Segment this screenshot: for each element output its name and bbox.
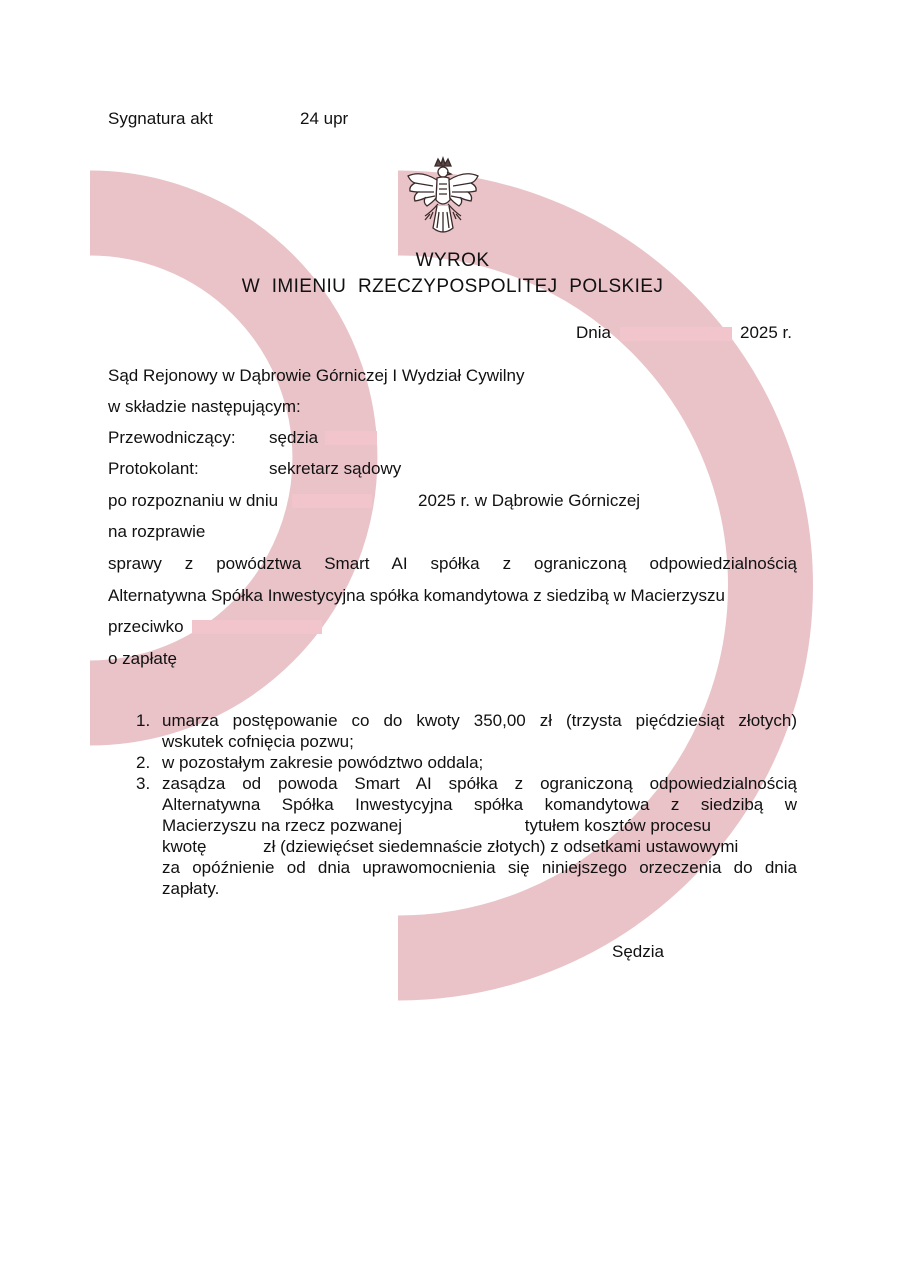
- date-prefix: Dnia: [576, 323, 611, 342]
- redacted-judge-name: [325, 431, 377, 445]
- word: odpowiedzialnością: [649, 554, 797, 573]
- ruling-line: zasądza od powoda Smart AI spółka z ograniczoną odpowiedzialnością: [162, 774, 797, 793]
- word: spółka: [430, 554, 480, 573]
- ruling-line: w pozostałym zakresie powództwo oddala;: [162, 753, 484, 772]
- judgment-title: WYROK: [415, 250, 490, 271]
- word: AI: [391, 554, 408, 573]
- ruling-line: umarza postępowanie co do kwoty 350,00 zł (trzysta pięćdziesiąt złotych): [162, 711, 797, 730]
- case-signature-label: Sygnatura akt: [108, 109, 213, 128]
- rulings-list: [136, 710, 797, 899]
- session-type: na rozprawie: [108, 522, 206, 541]
- polish-eagle-emblem-icon: [403, 156, 483, 242]
- court-composition: w składzie następującym:: [108, 397, 301, 416]
- judge-signature-label: Sędzia: [612, 942, 664, 961]
- court-name: Sąd Rejonowy w Dąbrowie Górniczej I Wydział Cywilny: [108, 366, 525, 385]
- case-subject: o zapłatę: [108, 649, 177, 668]
- ruling-item-1: [136, 710, 797, 752]
- word: sprawy: [108, 554, 162, 573]
- presiding-label: Przewodniczący:: [108, 428, 236, 447]
- word: z: [184, 554, 194, 573]
- ruling-line: Alternatywna Spółka Inwestycyjna spółka komandytowa z siedzibą w: [162, 795, 797, 814]
- word: ograniczoną: [533, 554, 627, 573]
- hearing-prefix: po rozpoznaniu w dniu: [108, 491, 279, 510]
- judgment-subtitle: W IMIENIU RZECZYPOSPOLITEJ POLSKIEJ: [241, 276, 664, 297]
- presiding-value: sędzia: [269, 428, 319, 447]
- ruling-number: 2.: [136, 753, 151, 772]
- clerk-value: sekretarz sądowy: [269, 459, 402, 478]
- ruling-line: kwotę zł (dziewięćset siedemnaście złotych) z odsetkami ustawowymi: [162, 837, 739, 856]
- redacted-hearing-date: [292, 494, 372, 508]
- ruling-number: 1.: [136, 711, 151, 730]
- redacted-defendant-name: [192, 620, 322, 634]
- ruling-line: za opóźnienie od dnia uprawomocnienia się niniejszego orzeczenia do dnia: [162, 858, 797, 877]
- hearing-suffix: 2025 r. w Dąbrowie Górniczej: [418, 491, 641, 510]
- case-plaintiff-line2: Alternatywna Spółka Inwestycyjna spółka komandytowa z siedzibą w Macierzyszu: [108, 586, 725, 605]
- clerk-label: Protokolant:: [108, 459, 199, 478]
- case-signature-number: 24 upr: [300, 109, 349, 128]
- date-year: 2025 r.: [740, 323, 792, 342]
- word: powództwa: [216, 554, 302, 573]
- ruling-item-3: [136, 773, 797, 899]
- redacted-date: [620, 327, 732, 341]
- word: Smart: [324, 554, 370, 573]
- ruling-line: zapłaty.: [162, 879, 220, 898]
- case-against: przeciwko: [108, 617, 184, 636]
- ruling-number: 3.: [136, 774, 151, 793]
- ruling-item-2: [136, 752, 797, 773]
- case-plaintiff-line1: [108, 553, 797, 575]
- ruling-line: wskutek cofnięcia pozwu;: [162, 732, 354, 751]
- word: z: [502, 554, 512, 573]
- ruling-line: Macierzyszu na rzecz pozwanej tytułem kosztów procesu: [162, 816, 711, 835]
